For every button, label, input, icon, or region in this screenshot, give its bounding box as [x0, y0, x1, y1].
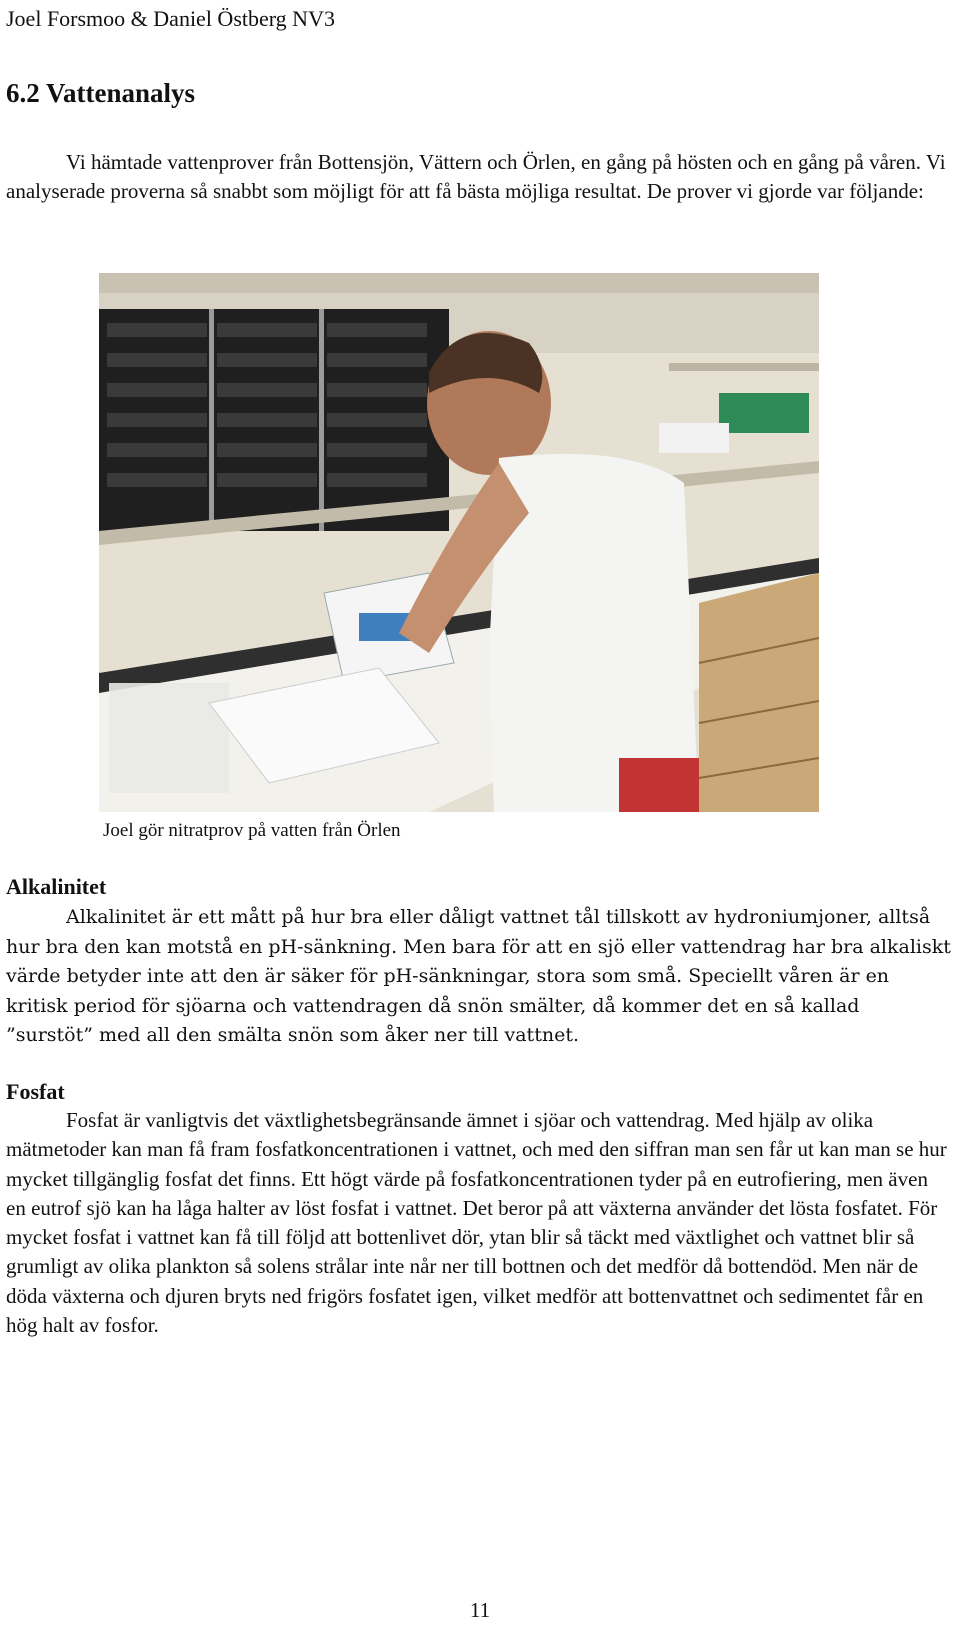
- fosfat-text: Fosfat är vanligtvis det växtlighetsbegränsande ämnet i sjöar och vattendrag. Med hjälp av olika mätmetoder kan man få fram fosfatkoncentrationen i vattnet, och med den siffran man sen får ut kan man se hur mycket tillgänglig fosfat det finns. Ett högt värde på fosfatkoncentrationen tyder på en eutrofiering, men även en eutrof sjö kan ha låga halter av löst fosfat i vattnet. Det beror på att växterna använder det lösta fosfatet. För mycket fosfat i vattnet kan få till följd att bottenlivet dör, ytan blir så täckt med växtlighet och vattnet blir så grumligt av olika plankton så solens strålar inte når ner till bottnen och det medför då bottendöd. Men när de döda växterna och djuren bryts ned frigörs fosfatet igen, vilket medför att bottenvattnet och sedimentet får en hög halt av fosfor.: [6, 1108, 947, 1338]
- intro-paragraph: [6, 148, 952, 205]
- heading-alkalinitet: Alkalinitet: [6, 874, 107, 899]
- figure-caption: Joel gör nitratprov på vatten från Örlen: [103, 820, 401, 841]
- alkalinitet-text: Alkalinitet är ett mått på hur bra eller dåligt vattnet tål tillskott av hydroniumjoner, alltså hur bra den kan motstå en pH-sänkning. Men bara för att en sjö eller vattendrag har bra alkaliskt värde betyder inte att den är säker för pH-sänkningar, stora som små. Speciellt våren är en kritisk period för sjöarna och vattendragen då snön smälter, då kommer det en så kallad ”surstöt” med all den smälta snön som åker ner till vattnet.: [6, 906, 951, 1046]
- heading-fosfat: Fosfat: [6, 1079, 65, 1104]
- intro-text: Vi hämtade vattenprover från Bottensjön, Vättern och Örlen, en gång på hösten och en gång på våren. Vi analyserade proverna så snabbt som möjligt för att få bästa möjliga resultat. De prover vi gjorde var följande:: [6, 150, 946, 203]
- fosfat-paragraph: [6, 1106, 952, 1340]
- page-number: 11: [469, 1598, 491, 1622]
- section-title: 6.2 Vattenanalys: [6, 78, 196, 108]
- lab-photo: [99, 273, 819, 812]
- alkalinitet-paragraph: [6, 903, 952, 1051]
- lab-photo-illustration: [99, 273, 819, 812]
- page-header-authors: Joel Forsmoo & Daniel Östberg NV3: [6, 6, 335, 31]
